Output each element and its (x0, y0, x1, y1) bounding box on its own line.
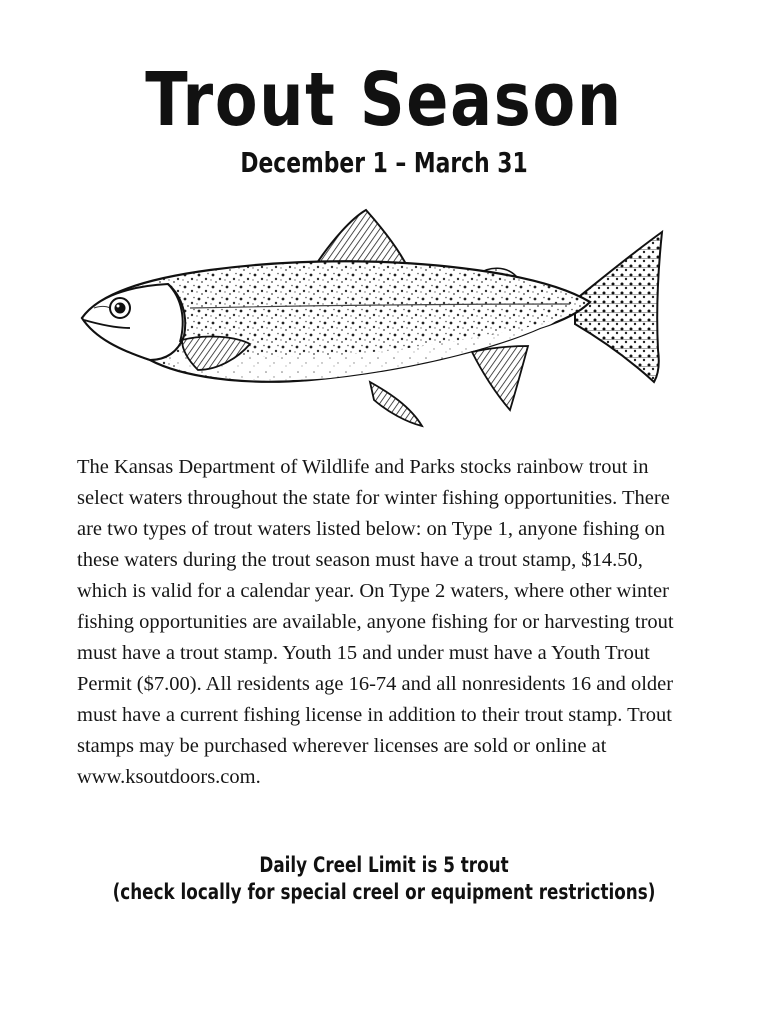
anal-fin (472, 346, 528, 410)
creel-limit: Daily Creel Limit is 5 trout (259, 853, 509, 877)
tail-fin (575, 232, 662, 382)
creel-limit-notice (0, 852, 768, 906)
gill-cover (82, 284, 185, 360)
rainbow-trout-illustration (70, 200, 680, 440)
description-paragraph: The Kansas Department of Wildlife and Parks stocks rainbow trout in select waters throughout the state for winter fishing opportunities. There are two types of trout waters listed below: on Type 1, anyone fishing on these waters during the trout season must have a trout stamp, $14.50, which is valid for a calendar year. On Type 2 waters, where other winter fishing opportunities are available, anyone fishing for or harvesting trout must have a trout stamp. Youth 15 and under must have a Youth Trout Permit ($7.00). All residents age 16-74 and all nonresidents 16 and older must have a current fishing license in addition to their trout stamp. Trout stamps may be purchased wherever licenses are sold or online at www.ksoutdoors.com. (77, 456, 674, 788)
dorsal-fin (315, 210, 408, 268)
page-title: Trout Season (145, 57, 623, 143)
restrictions-note: (check locally for special creel or equipment restrictions) (112, 880, 656, 904)
season-dates: December 1 – March 31 (240, 146, 528, 179)
pelvic-fin (370, 382, 422, 426)
